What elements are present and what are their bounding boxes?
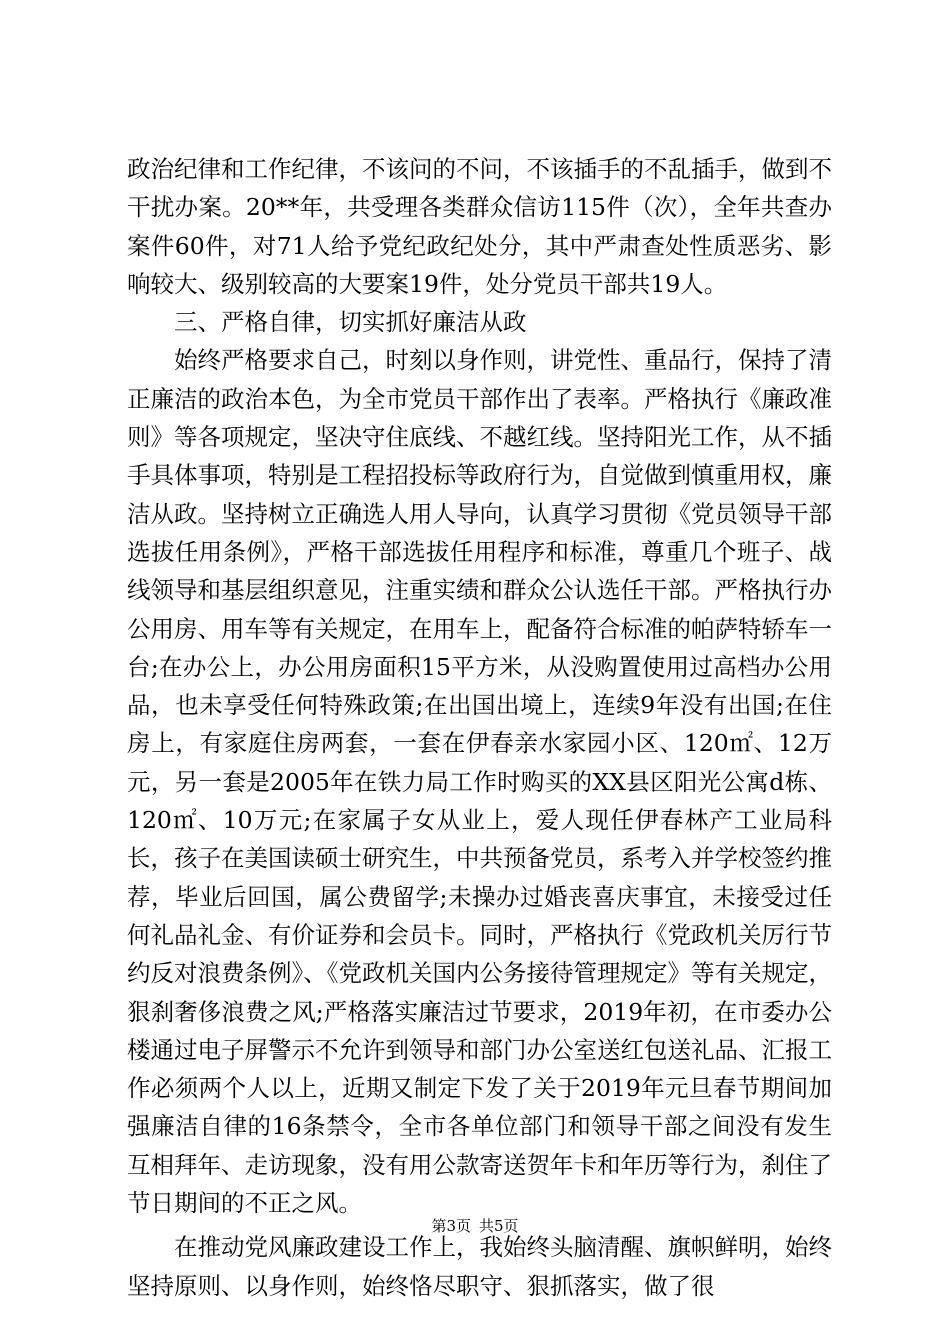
page-footer xyxy=(0,1216,950,1236)
page-number-total: 共5页 xyxy=(479,1217,519,1235)
paragraph-integrity-details: 始终严格要求自己，时刻以身作则，讲党性、重品行，保持了清正廉洁的政治本色，为全市党员干部作出了表率。严格执行《廉政准则》等各项规定，坚决守住底线、不越红线。坚持阳光工作，从不插手具体事项，特别是工程招投标等政府行为，自觉做到慎重用权，廉洁从政。坚持树立正确选人用人导向，认真学习贯彻《党员领导干部选拔任用条例》，严格干部选拔任用程序和标准，尊重几个班子、战线领导和基层组织意见，注重实绩和群众公认选任干部。严格执行办公用房、用车等有关规定，在用车上，配备符合标准的帕萨特轿车一台;在办公上，办公用房面积15平方米，从没购置使用过高档办公用品，也未享受任何特殊政策;在出国出境上，连续9年没有出国;在住房上，有家庭住房两套，一套在伊春亲水家园小区、120㎡、12万元，另一套是2005年在铁力局工作时购买的XX县区阳光公寓d栋、120㎡、10万元;在家属子女从业上，爱人现任伊春林产工业局科长，孩子在美国读硕士研究生，中共预备党员，系考入并学校签约推荐，毕业后回国，属公费留学;未操办过婚丧喜庆事宜，未接受过任何礼品礼金、有价证券和会员卡。同时，严格执行《党政机关厉行节约反对浪费条例》、《党政机关国内公务接待管理规定》等有关规定，狠刹奢侈浪费之风;严格落实廉洁过节要求，2019年初，在市委办公楼通过电子屏警示不允许到领导和部门办公室送红包送礼品、汇报工作必须两个人以上，近期又制定下发了关于2019年元旦春节期间加强廉洁自律的16条禁令，全市各单位部门和领导干部之间没有发生互相拜年、走访现象，没有用公款寄送贺年卡和年历等行为，刹住了节日期间的不正之风。 xyxy=(127,346,832,1218)
section-heading-self-discipline: 三、严格自律，切实抓好廉洁从政 xyxy=(174,308,527,337)
paragraph-discipline-cases: 政治纪律和工作纪律，不该问的不问，不该插手的不乱插手，做到不干扰办案。20**年，共受理各类群众信访115件（次），全年共查办案件60件，对71人给予党纪政纪处分，其中严肃查处性质恶劣、影响较大、级别较高的大要案19件，处分党员干部共19人。 xyxy=(127,155,832,298)
page-number-current: 第3页 xyxy=(431,1217,471,1235)
document-body xyxy=(127,150,832,1305)
paragraph-party-style-work: 在推动党风廉政建设工作上，我始终头脑清醒、旗帜鲜明，始终坚持原则、以身作则，始终恪尽职守、狠抓落实，做了很 xyxy=(127,1233,832,1300)
